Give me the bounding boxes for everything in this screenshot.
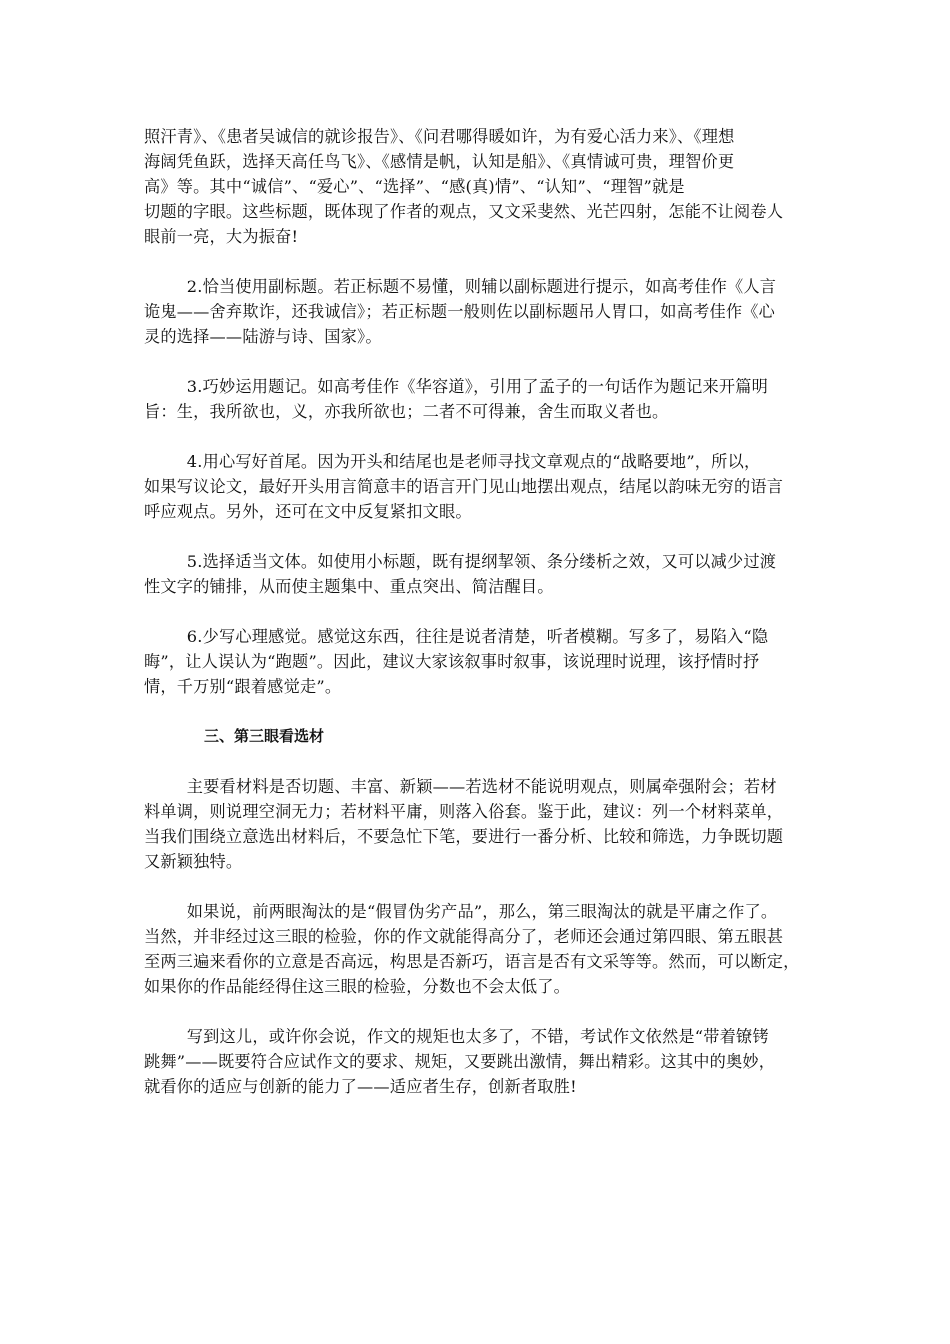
paragraph-conclusion xyxy=(144,1024,820,1099)
text-line: 呼应观点。另外，还可在文中反复紧扣文眼。 xyxy=(144,502,472,521)
paragraph-point-3 xyxy=(144,374,820,424)
text-line: 主要看材料是否切题、丰富、新颖——若选材不能说明观点，则属牵强附会；若材 xyxy=(144,777,777,796)
paragraph-title-examples xyxy=(144,124,820,249)
paragraph-gap xyxy=(144,349,820,374)
paragraph-point-6 xyxy=(144,624,820,699)
paragraph-gap xyxy=(144,999,820,1024)
text-line: 旨：生，我所欲也，义，亦我所欲也；二者不可得兼，舍生而取义者也。 xyxy=(144,402,669,421)
text-line: 料单调，则说理空洞无力；若材料平庸，则落入俗套。鉴于此，建议：列一个材料菜单， xyxy=(144,802,784,821)
paragraph-gap xyxy=(144,424,820,449)
text-line: 如果你的作品能经得住这三眼的检验，分数也不会太低了。 xyxy=(144,977,571,996)
text-line: 又新颖独特。 xyxy=(144,852,243,871)
text-line: 情，千万别“跟着感觉走”。 xyxy=(144,677,342,696)
text-line: 切题的字眼。这些标题，既体现了作者的观点，又文采斐然、光芒四射，怎能不让阅卷人 xyxy=(144,202,784,221)
paragraph-gap xyxy=(144,599,820,624)
text-line: 当我们围绕立意选出材料后，不要急忙下笔，要进行一番分析、比较和筛选，力争既切题 xyxy=(144,827,784,846)
text-line: 3.巧妙运用题记。如高考佳作《华容道》，引用了孟子的一句话作为题记来开篇明 xyxy=(144,377,769,396)
text-line: 如果写议论文，最好开头用言简意丰的语言开门见山地摆出观点，结尾以韵味无穷的语言 xyxy=(144,477,784,496)
paragraph-point-2 xyxy=(144,274,820,349)
text-line: 写到这儿，或许你会说，作文的规矩也太多了，不错，考试作文依然是“带着镣铐 xyxy=(144,1027,769,1046)
document-page xyxy=(144,124,820,1099)
text-line: 海阔凭鱼跃，选择天高任鸟飞》、《感情是帆，认知是船》、《真情诚可贵，理智价更 xyxy=(144,152,735,171)
text-line: 跳舞”——既要符合应试作文的要求、规矩，又要跳出激情，舞出精彩。这其中的奥妙， xyxy=(144,1052,776,1071)
text-line: 至两三遍来看你的立意是否高远，构思是否新巧，语言是否有文采等等。然而，可以断定， xyxy=(144,952,800,971)
text-line: 性文字的铺排，从而使主题集中、重点突出、简洁醒目。 xyxy=(144,577,554,596)
text-line: 高》等。其中“诚信”、“爱心”、“选择”、“感(真)情”、“认知”、“理智”就是 xyxy=(144,177,685,196)
paragraph-gap xyxy=(144,524,820,549)
text-line: 5.选择适当文体。如使用小标题，既有提纲挈领、条分缕析之效，又可以减少过渡 xyxy=(144,552,777,571)
paragraph-gap xyxy=(144,699,820,724)
paragraph-point-4 xyxy=(144,449,820,524)
text-line: 2.恰当使用副标题。若正标题不易懂，则辅以副标题进行提示，如高考佳作《人言 xyxy=(144,277,777,296)
paragraph-third-eye xyxy=(144,899,820,999)
text-line: 眼前一亮，大为振奋! xyxy=(144,227,299,246)
text-line: 当然，并非经过这三眼的检验，你的作文就能得高分了，老师还会通过第四眼、第五眼甚 xyxy=(144,927,784,946)
section-heading: 三、第三眼看选材 xyxy=(204,727,325,745)
paragraph-material xyxy=(144,774,820,874)
paragraph-point-5 xyxy=(144,549,820,599)
text-line: 灵的选择——陆游与诗、国家》。 xyxy=(144,327,382,346)
text-line: 晦”，让人误认为“跑题”。因此，建议大家该叙事时叙事，该说理时说理，该抒情时抒 xyxy=(144,652,760,671)
text-line: 就看你的适应与创新的能力了——适应者生存，创新者取胜! xyxy=(144,1077,577,1096)
text-line: 4.用心写好首尾。因为开头和结尾也是老师寻找文章观点的“战略要地”，所以， xyxy=(144,452,761,471)
text-line: 6.少写心理感觉。感觉这东西，往往是说者清楚，听者模糊。写多了，易陷入“隐 xyxy=(144,627,769,646)
paragraph-gap xyxy=(144,249,820,274)
text-line: 照汗青》、《患者吴诚信的就诊报告》、《问君哪得暖如许，为有爱心活力来》、《理想 xyxy=(144,127,735,146)
paragraph-gap xyxy=(144,874,820,899)
text-line: 如果说，前两眼淘汰的是“假冒伪劣产品”，那么，第三眼淘汰的就是平庸之作了。 xyxy=(144,902,778,921)
text-line: 诡鬼——舍弃欺诈，还我诚信》；若正标题一般则佐以副标题吊人胃口，如高考佳作《心 xyxy=(144,302,776,321)
paragraph-gap xyxy=(144,749,820,774)
